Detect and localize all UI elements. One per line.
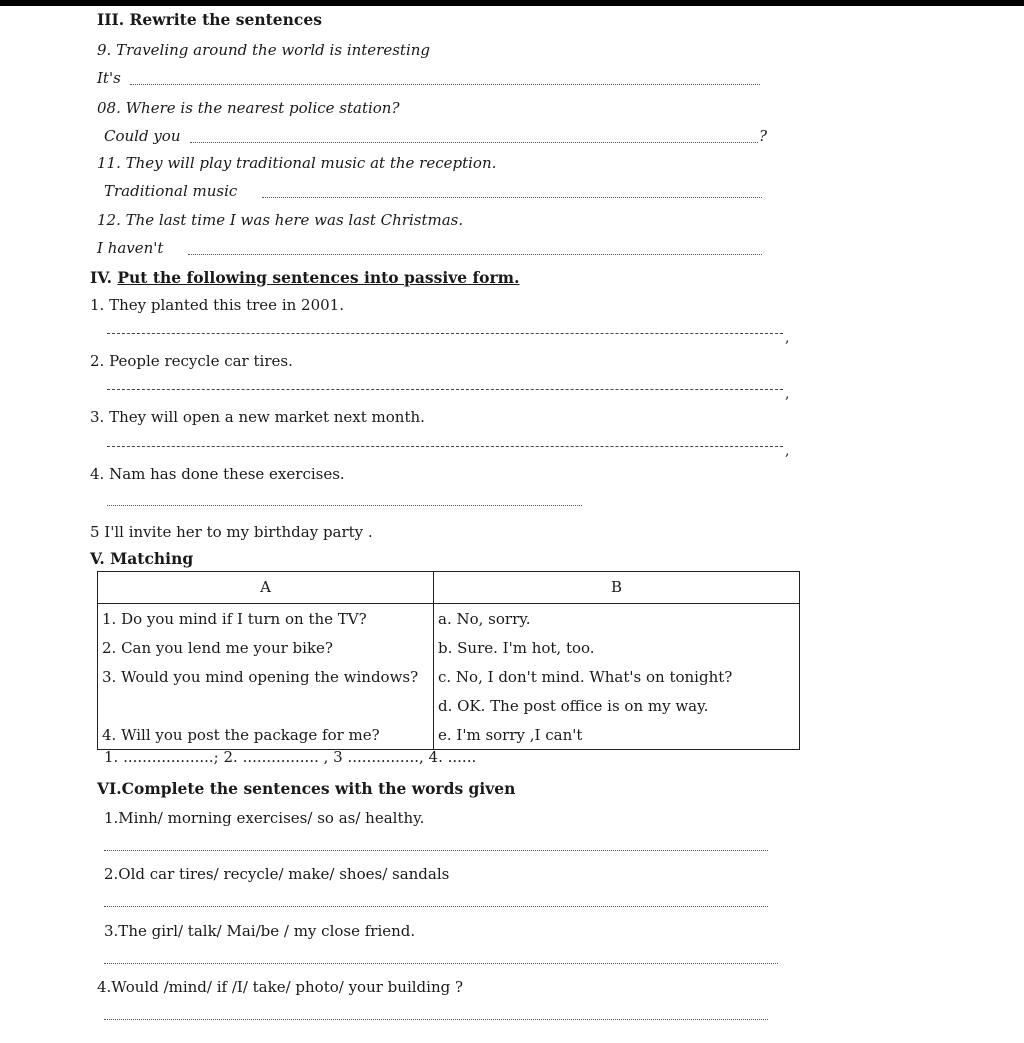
matching-header-row	[98, 572, 800, 604]
s3-answer-line-2[interactable]	[190, 142, 758, 143]
section-3-title: III. Rewrite the sentences	[97, 10, 322, 29]
matching-table	[97, 571, 800, 750]
s4-answer-line-3[interactable]	[107, 446, 783, 447]
matching-b-d: d. OK. The post office is on my way.	[434, 691, 800, 720]
matching-a-4: 4. Will you post the package for me?	[98, 720, 434, 750]
matching-a-3: 3. Would you mind opening the windows?	[98, 662, 434, 720]
matching-b-a: a. No, sorry.	[434, 604, 800, 634]
s4-item-2: 2. People recycle car tires.	[90, 352, 293, 370]
s3-prompt-4: 12. The last time I was here was last Christmas.	[97, 211, 464, 229]
table-row	[98, 633, 800, 662]
s3-start-1: It's	[97, 69, 121, 87]
s4-answer-line-1[interactable]	[107, 333, 783, 334]
matching-b-c: c. No, I don't mind. What's on tonight?	[434, 662, 800, 691]
matching-a-2: 2. Can you lend me your bike?	[98, 633, 434, 662]
matching-b-b: b. Sure. I'm hot, too.	[434, 633, 800, 662]
s6-item-1: 1.Minh/ morning exercises/ so as/ healthy.	[104, 809, 425, 827]
section-4-title-prefix: IV.	[90, 268, 118, 287]
s6-item-2: 2.Old car tires/ recycle/ make/ shoes/ sandals	[104, 865, 450, 883]
section-4-title-text: Put the following sentences into passive form.	[117, 268, 520, 287]
s3-answer-line-4[interactable]	[188, 254, 762, 255]
s6-answer-line-3[interactable]	[104, 963, 778, 964]
s3-start-2: Could you	[104, 127, 181, 145]
matching-a-1: 1. Do you mind if I turn on the TV?	[98, 604, 434, 634]
table-row	[98, 662, 800, 691]
s3-start-3: Traditional music	[104, 182, 238, 200]
s3-end-2: ?	[759, 127, 768, 145]
s3-prompt-3: 11. They will play traditional music at the reception.	[97, 154, 497, 172]
section-5-title: V. Matching	[90, 549, 194, 568]
s4-answer-line-4[interactable]	[107, 505, 582, 506]
matching-b-e: e. I'm sorry ,I can't	[434, 720, 800, 750]
s4-answer-line-2[interactable]	[107, 389, 783, 390]
s4-item-5: 5 I'll invite her to my birthday party .	[90, 523, 373, 541]
s3-prompt-1: 9. Traveling around the world is interesting	[97, 41, 431, 59]
table-row	[98, 720, 800, 750]
s6-item-4: 4.Would /mind/ if /I/ take/ photo/ your building ?	[97, 978, 464, 996]
matching-col-a-header: A	[98, 572, 434, 604]
s6-item-3: 3.The girl/ talk/ Mai/be / my close friend.	[104, 922, 416, 940]
matching-col-b-header: B	[434, 572, 800, 604]
s6-answer-line-2[interactable]	[104, 906, 768, 907]
s6-answer-line-1[interactable]	[104, 850, 768, 851]
s4-item-3: 3. They will open a new market next month.	[90, 408, 425, 426]
table-row	[98, 604, 800, 634]
s3-start-4: I haven't	[97, 239, 164, 257]
s4-item-4: 4. Nam has done these exercises.	[90, 465, 345, 483]
s6-answer-line-4[interactable]	[104, 1019, 768, 1020]
s4-item-1: 1. They planted this tree in 2001.	[90, 296, 344, 314]
s3-prompt-2: 08. Where is the nearest police station?	[97, 99, 400, 117]
s3-answer-line-3[interactable]	[262, 197, 762, 198]
top-border	[0, 0, 1024, 6]
matching-answer-key[interactable]: 1. ...................; 2. ................ , 3 ..............., 4. ......	[104, 748, 477, 766]
section-6-title: VI.Complete the sentences with the words given	[97, 779, 516, 798]
section-4-title	[90, 268, 519, 288]
s3-answer-line-1[interactable]	[130, 84, 760, 85]
